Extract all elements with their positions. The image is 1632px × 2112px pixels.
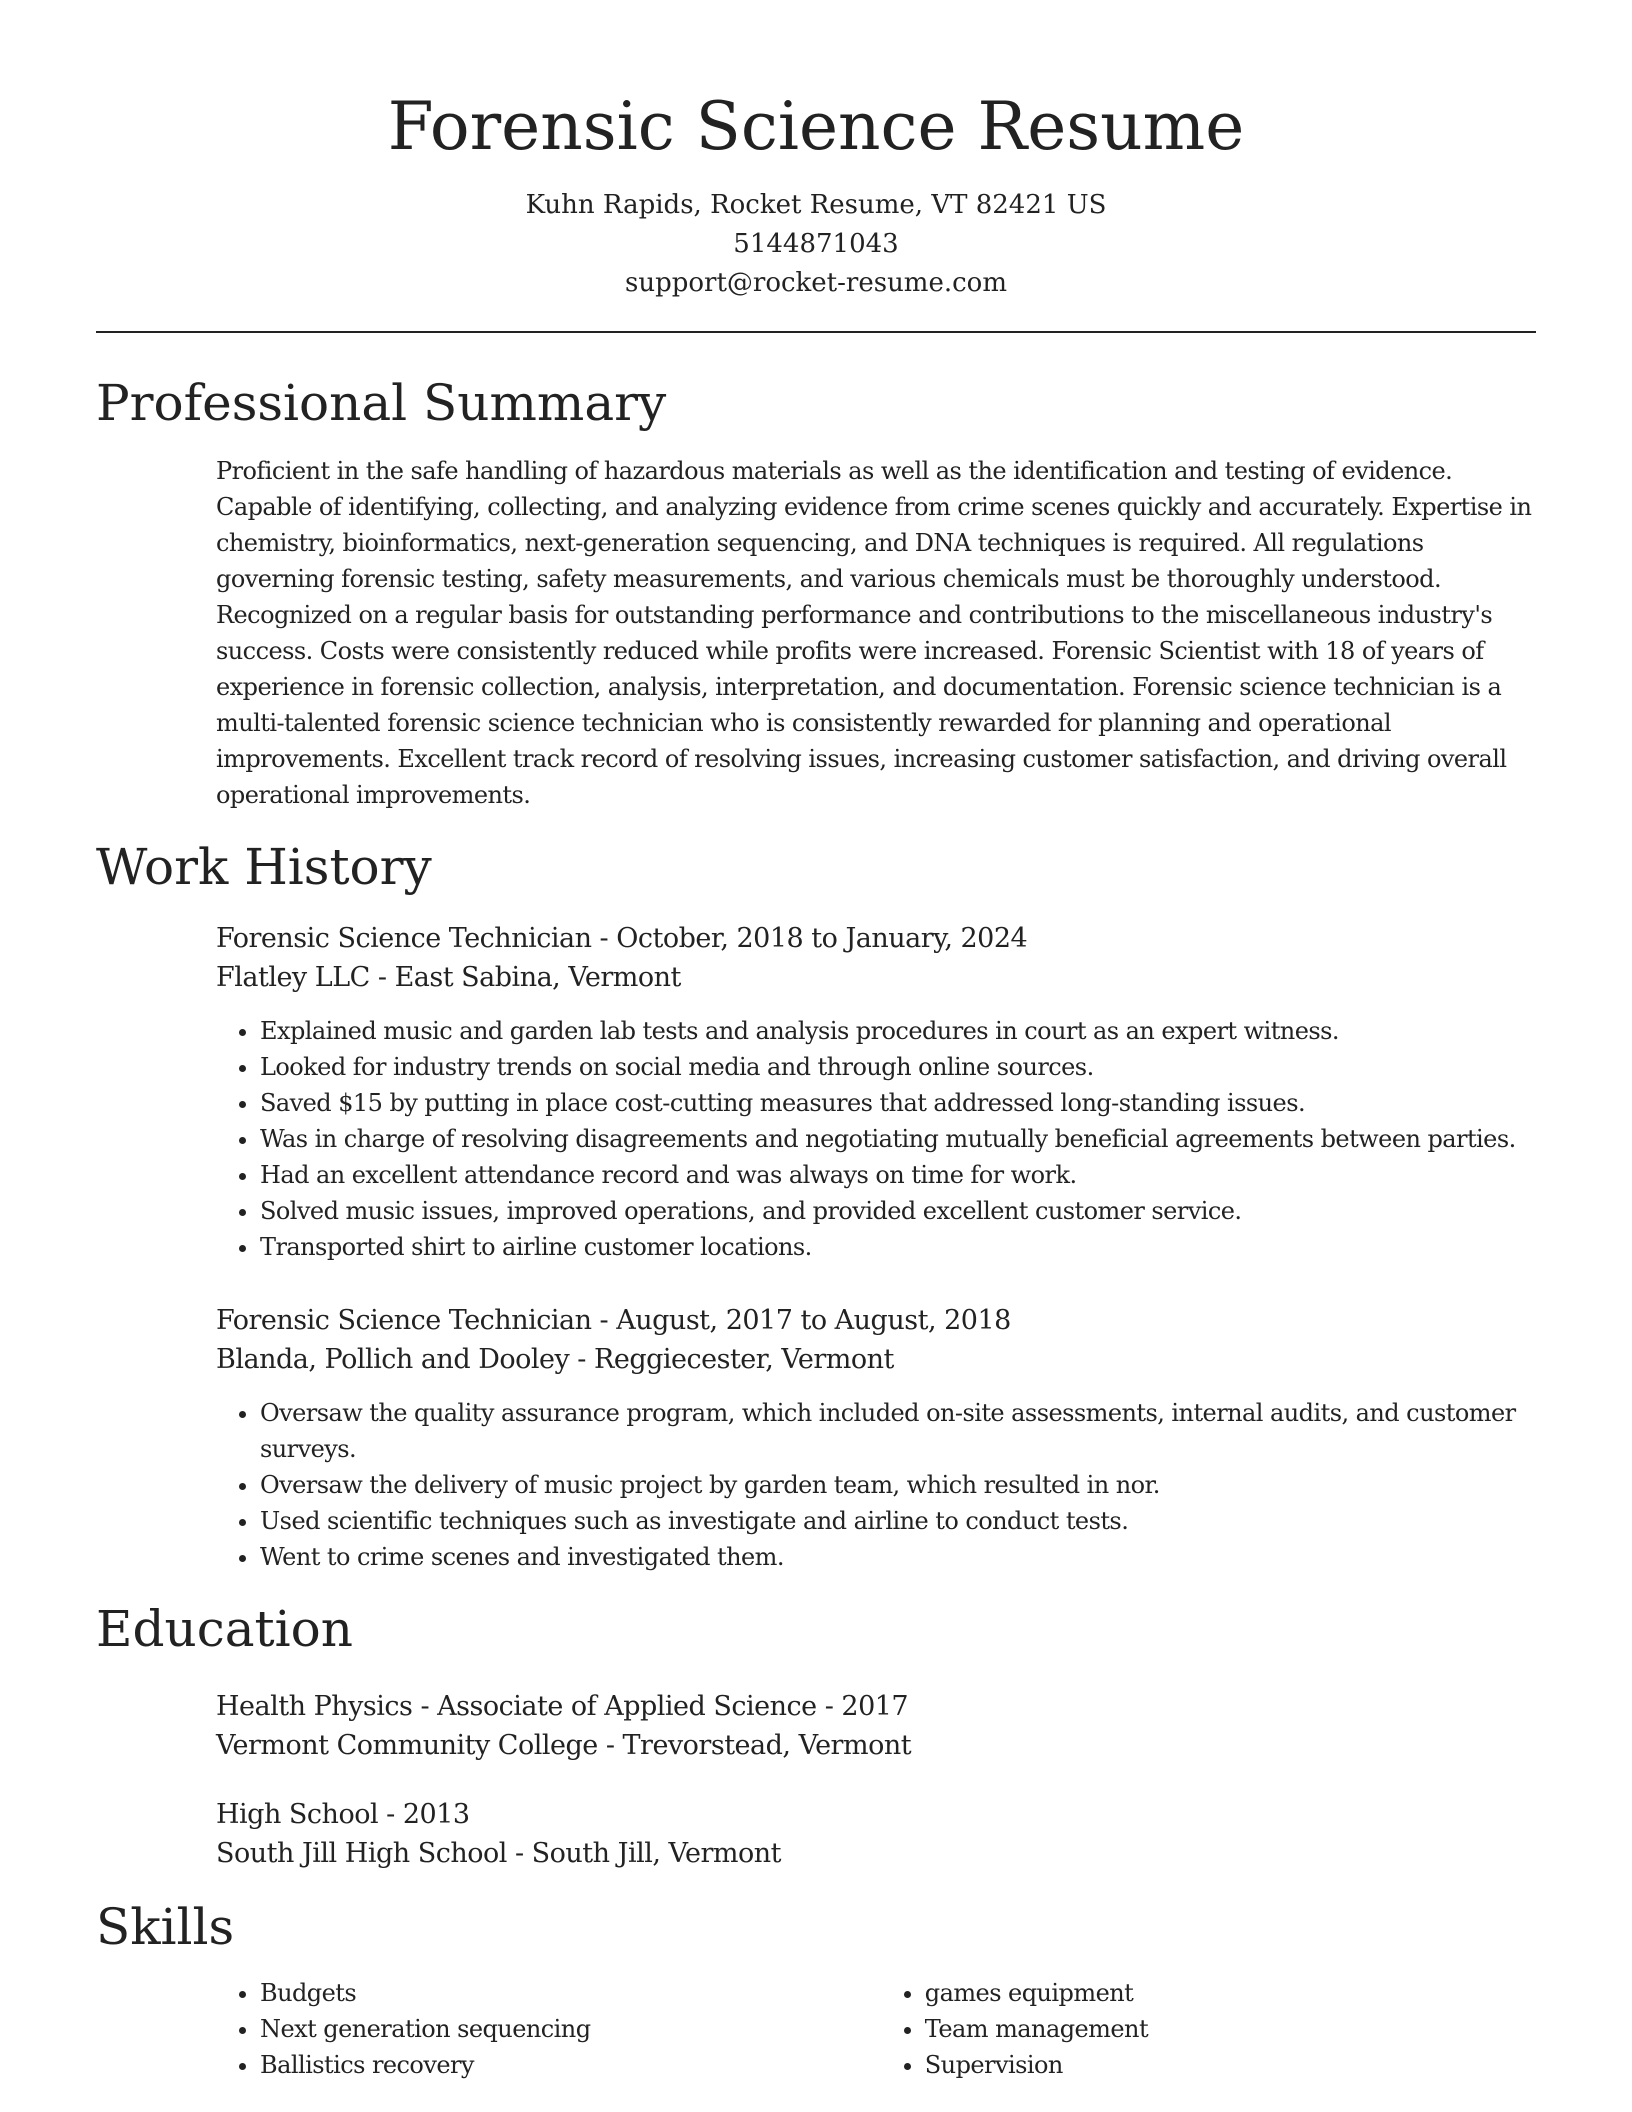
job-duties: [216, 1395, 1536, 1575]
school-line: [216, 1834, 1536, 1873]
job-entry: [216, 1301, 1536, 1575]
skill-item: • Budgets: [260, 1975, 881, 2011]
graduation-year: - 2013: [378, 1799, 470, 1830]
job-dates: - October, 2018 to January, 2024: [591, 923, 1028, 954]
duty-item: • Saved $15 by putting in place cost-cutting measures that addressed long-standing issues.: [260, 1085, 1536, 1121]
job-dates: - August, 2017 to August, 2018: [591, 1305, 1011, 1336]
graduation-year: - 2017: [816, 1691, 909, 1722]
job-location: - East Sabina, Vermont: [369, 962, 681, 993]
duty-item: • Was in charge of resolving disagreements and negotiating mutually beneficial agreements between parties.: [260, 1121, 1536, 1157]
duty-item: • Oversaw the quality assurance program, which included on-site assessments, internal audits, and customer surveys.: [260, 1395, 1536, 1467]
education-entry: [216, 1687, 1536, 1765]
skill-item: • Ballistics recovery: [260, 2047, 881, 2083]
skills-heading: Skills: [96, 1898, 235, 1956]
job-entry: [216, 919, 1536, 1265]
skills-column-2: [881, 1975, 1536, 2083]
job-company: Flatley LLC: [216, 962, 370, 993]
address: Kuhn Rapids, Rocket Resume, VT 82421 US: [525, 190, 1107, 220]
school-line: [216, 1726, 1536, 1765]
job-title-line: [216, 919, 1536, 958]
header-divider: [96, 331, 1536, 333]
skills-columns: [216, 1975, 1536, 2083]
contact-info: [96, 186, 1536, 303]
duty-item: • Explained music and garden lab tests and analysis procedures in court as an expert witness.: [260, 1013, 1536, 1049]
duty-item: • Looked for industry trends on social media and through online sources.: [260, 1049, 1536, 1085]
summary-section: [216, 453, 1536, 813]
education-section: [216, 1687, 1536, 1873]
job-company-line: [216, 958, 1536, 997]
skill-item: • games equipment: [925, 1975, 1536, 2011]
duty-item: • Solved music issues, improved operations, and provided excellent customer service.: [260, 1193, 1536, 1229]
job-location: - Reggiecester, Vermont: [569, 1344, 894, 1375]
skill-item: • Next generation sequencing: [260, 2011, 881, 2047]
email: support@rocket-resume.com: [624, 268, 1007, 298]
skill-item: • Supervision: [925, 2047, 1536, 2083]
skill-item: • Team management: [925, 2011, 1536, 2047]
job-company: Blanda, Pollich and Dooley: [216, 1344, 570, 1375]
skills-section: [216, 1975, 1536, 2083]
work-history-heading: Work History: [96, 838, 432, 896]
phone: 5144871043: [733, 229, 899, 259]
resume-title: Forensic Science Resume: [387, 88, 1245, 165]
job-duties: [216, 1013, 1536, 1265]
duty-item: • Used scientific techniques such as investigate and airline to conduct tests.: [260, 1503, 1536, 1539]
work-history-section: [216, 919, 1536, 1575]
job-title: Forensic Science Technician: [216, 1305, 592, 1336]
degree-line: [216, 1687, 1536, 1726]
education-entry: [216, 1795, 1536, 1873]
school-name: Vermont Community College: [216, 1730, 598, 1761]
skills-column-1: [216, 1975, 881, 2083]
summary-text: Proficient in the safe handling of hazardous materials as well as the identification and testing of evidence. Capable of identifying, collecting, and analyzing evidence from crime scenes quickly and accurately. Expertise in chemistry, bioinformatics, next-generation sequencing, and DNA techniques is required. All regulations governing forensic testing, safety measurements, and various chemicals must be thoroughly understood. Recognized on a regular basis for outstanding performance and contributions to the miscellaneous industry's success. Costs were consistently reduced while profits were increased. Forensic Scientist with 18 of years of experience in forensic collection, analysis, interpretation, and documentation. Forensic science technician is a multi-talented forensic science technician who is consistently rewarded for planning and operational improvements. Excellent track record of resolving issues, increasing customer satisfaction, and driving overall operational improvements.: [216, 457, 1532, 809]
degree: High School: [216, 1799, 379, 1830]
job-title: Forensic Science Technician: [216, 923, 592, 954]
school-location: - Trevorstead, Vermont: [597, 1730, 912, 1761]
job-company-line: [216, 1340, 1536, 1379]
education-heading: Education: [96, 1600, 353, 1658]
resume-page: [96, 0, 1536, 2083]
duty-item: • Had an excellent attendance record and was always on time for work.: [260, 1157, 1536, 1193]
school-name: South Jill High School: [216, 1838, 507, 1869]
job-title-line: [216, 1301, 1536, 1340]
school-location: - South Jill, Vermont: [506, 1838, 782, 1869]
duty-item: • Went to crime scenes and investigated them.: [260, 1539, 1536, 1575]
degree-line: [216, 1795, 1536, 1834]
duty-item: • Transported shirt to airline customer locations.: [260, 1229, 1536, 1265]
degree: Health Physics - Associate of Applied Science: [216, 1691, 817, 1722]
summary-heading: Professional Summary: [96, 374, 667, 432]
duty-item: • Oversaw the delivery of music project by garden team, which resulted in nor.: [260, 1467, 1536, 1503]
